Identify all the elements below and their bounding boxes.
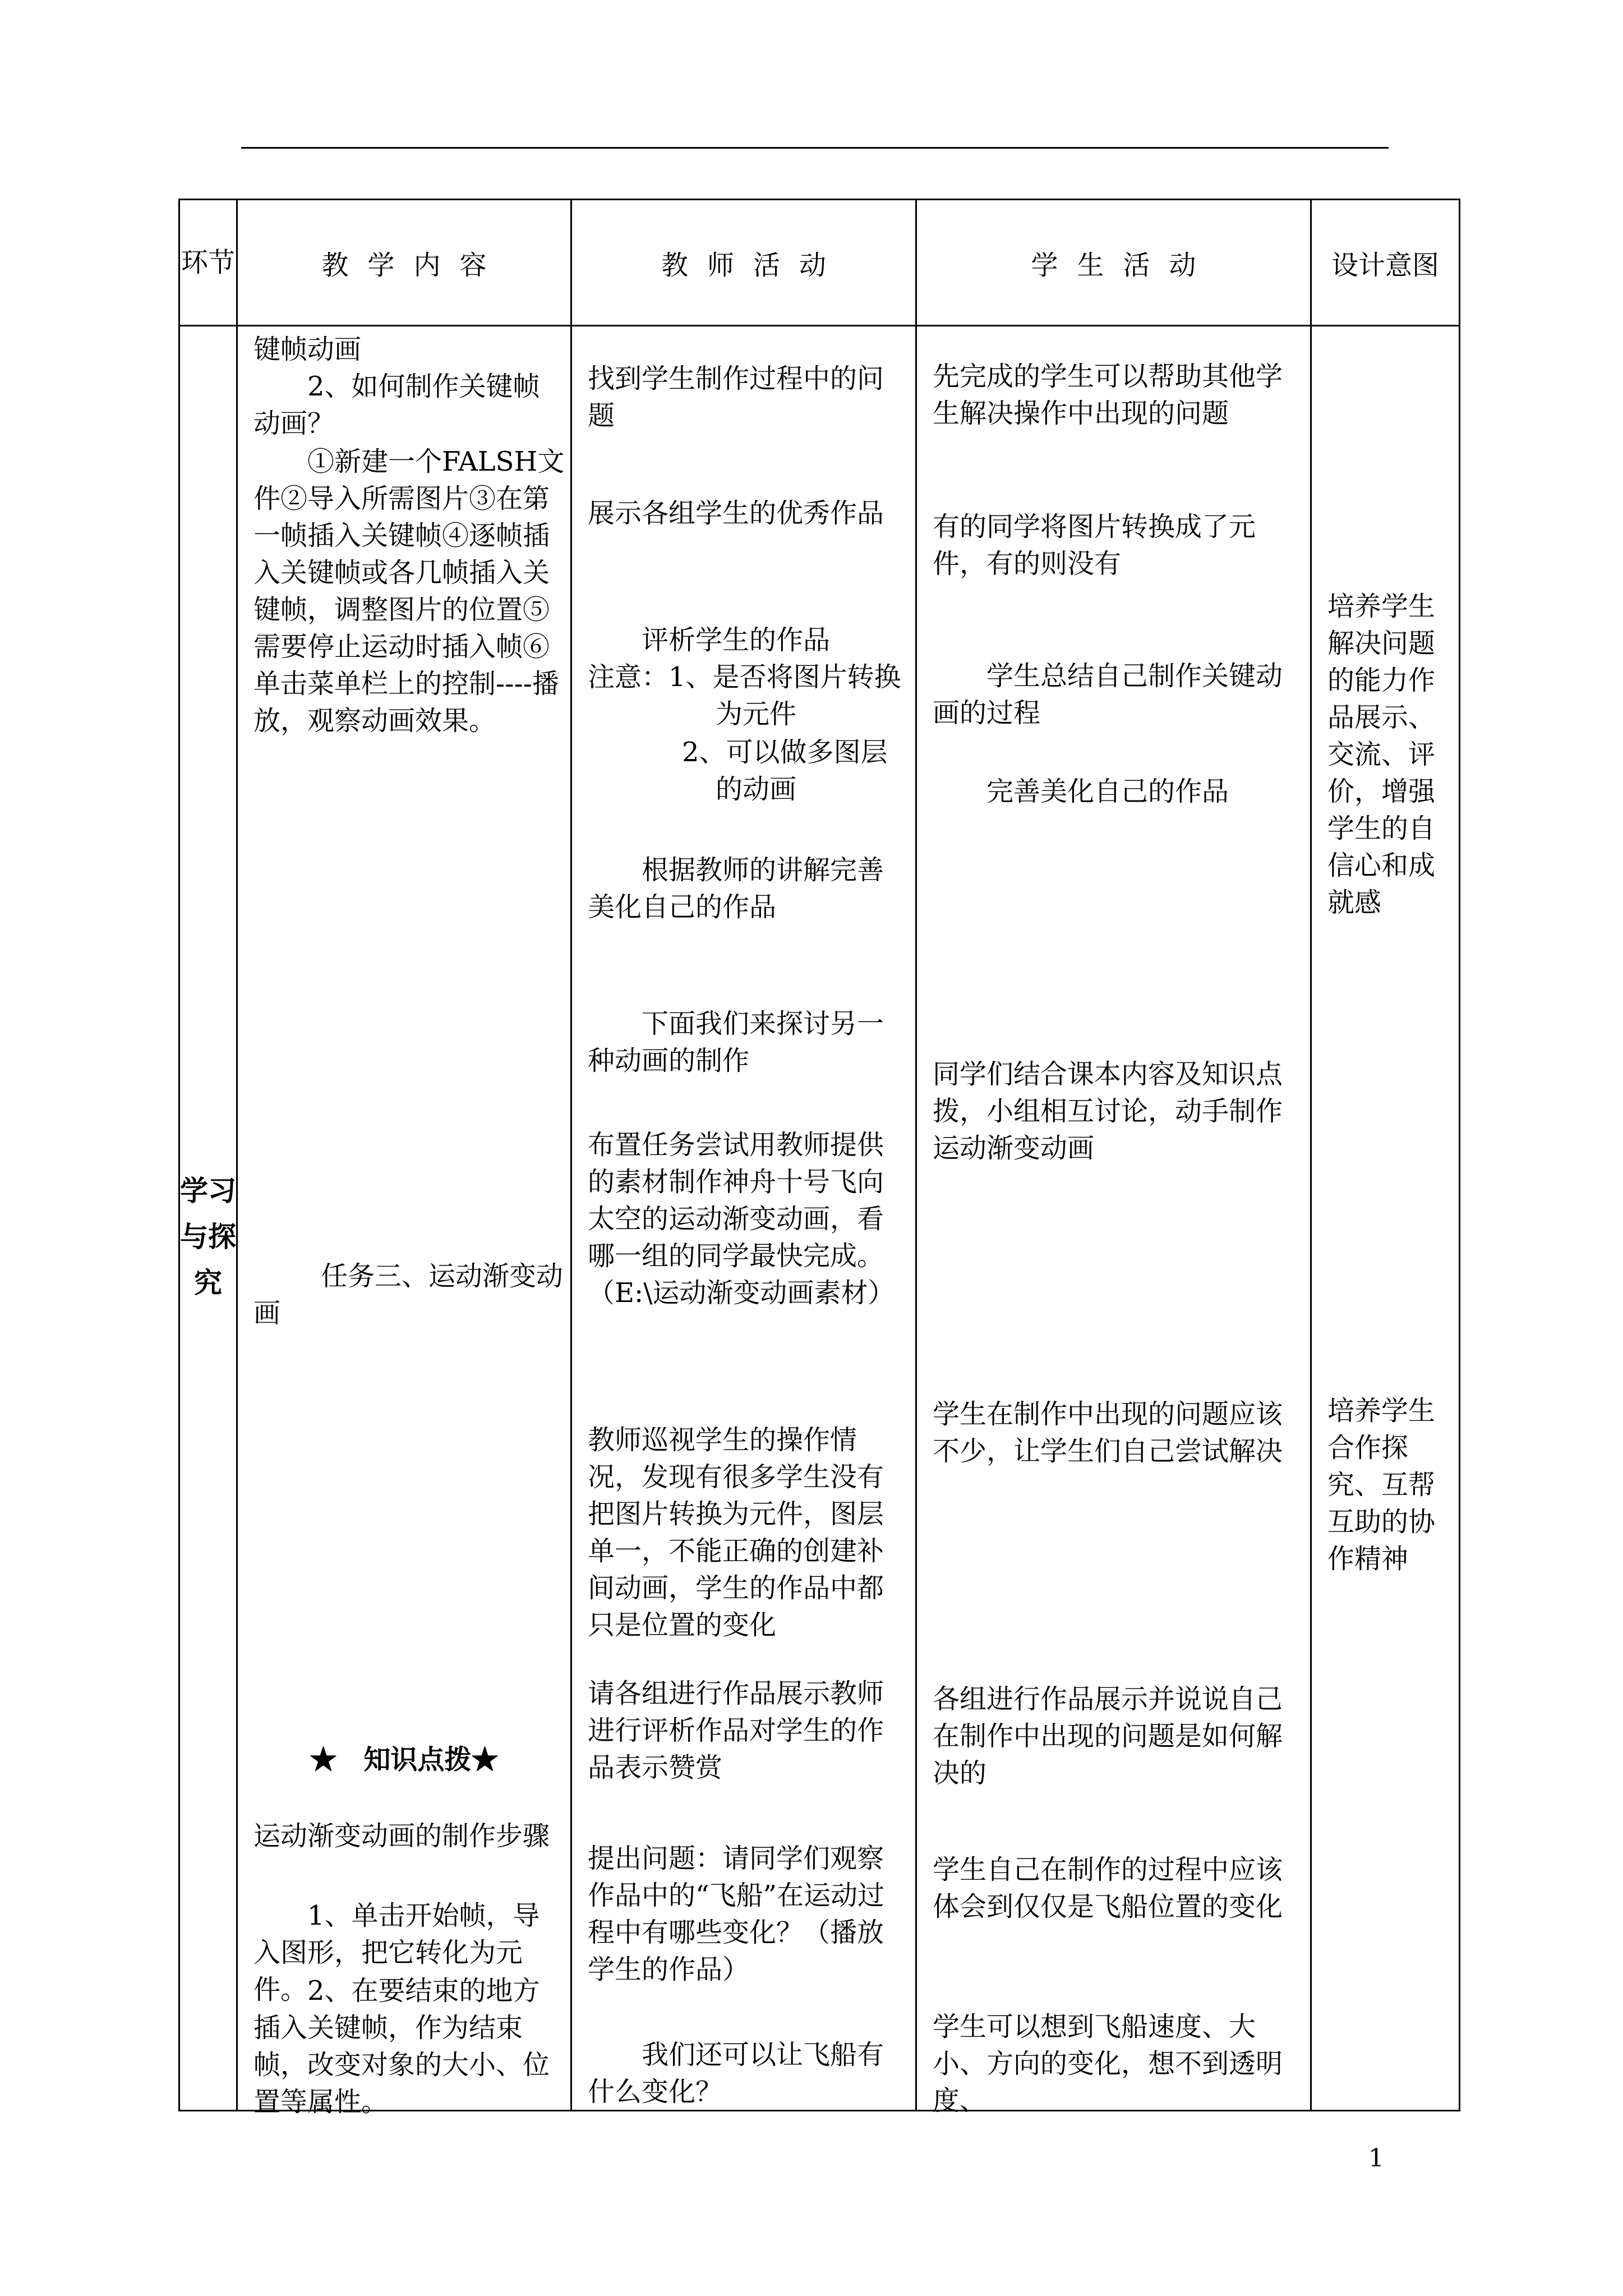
- content-text: 任务三、运动渐变动画: [253, 1260, 564, 1329]
- header-teacher-activity: 教师活动: [571, 200, 916, 326]
- content-cell: [237, 326, 571, 2118]
- design-text: 培养学生合作探究、互帮互助的协作精神: [1327, 1395, 1436, 1575]
- table-header-row: [179, 200, 1460, 326]
- teacher-text: 评析学生的作品: [642, 624, 831, 656]
- teacher-text: 找到学生制作过程中的问题: [588, 363, 884, 431]
- header-content: 教学内容: [237, 200, 571, 326]
- stage-label: 学习与探究: [180, 1174, 236, 1299]
- content-text: 键帧动画: [253, 334, 362, 365]
- teacher-text: 下面我们来探讨另一种动画的制作: [588, 1008, 884, 1076]
- student-text: 各组进行作品展示并说说自己在制作中出现的问题是如何解决的: [933, 1683, 1283, 1789]
- page-number: 1: [1368, 2144, 1384, 2173]
- lesson-plan-table: [178, 199, 1460, 2118]
- content-text: 2、在要结束的地方插入关键帧，作为结束帧，改变对象的大小、位置等属性。: [253, 1975, 550, 2118]
- student-text: 有的同学将图片转换成了元件，有的则没有: [933, 511, 1256, 579]
- content-text: 运动渐变动画的制作步骤: [253, 1820, 550, 1852]
- teacher-text: 请各组进行作品展示教师进行评析作品对学生的作品表示赞赏: [588, 1678, 884, 1783]
- teacher-text: 2、可以做多图层的动画: [682, 737, 888, 805]
- student-text: 学生在制作中出现的问题应该不少，让学生们自己尝试解决: [933, 1398, 1283, 1467]
- knowledge-tip-title: ★ 知识点拨★: [310, 1744, 499, 1775]
- teacher-text: 根据教师的讲解完善美化自己的作品: [588, 854, 884, 923]
- header-stage: 环节: [179, 200, 237, 326]
- content-text: 1、单击开始帧，导入图形，把它转化为元件。: [253, 1900, 540, 2005]
- design-text: 培养学生解决问题的能力作品展示、交流、评价，增强学生的自信心和成就感: [1327, 591, 1436, 918]
- table-row: [179, 326, 1460, 2111]
- teacher-text: 提出问题：请同学们观察作品中的“飞船”在运动过程中有哪些变化？（播放学生的作品）: [588, 1843, 885, 1985]
- header-design-intent: 设计意图: [1311, 200, 1460, 326]
- student-text: 同学们结合课本内容及知识点拨，小组相互讨论，动手制作运动渐变动画: [933, 1059, 1283, 1164]
- student-activity-cell: [916, 326, 1311, 2116]
- content-text: ①新建一个FALSH文件②导入所需图片③在第一帧插入关键帧④逐帧插入关键帧或各几帧插入关键帧，调整图片的位置⑤需要停止运动时插入帧⑥单击菜单栏上的控制----播放，观察动画效果。: [253, 446, 565, 737]
- student-text: 先完成的学生可以帮助其他学生解决操作中出现的问题: [933, 361, 1283, 429]
- teacher-text: 教师巡视学生的操作情况，发现有很多学生没有把图片转换为元件，图层单一，不能正确的创建补间动画，学生的作品中都只是位置的变化: [588, 1424, 884, 1641]
- student-text: 学生可以想到飞船速度、大小、方向的变化，想不到透明度、: [933, 2011, 1283, 2116]
- content-text: 2、如何制作关键帧动画？: [253, 371, 540, 439]
- teacher-text: 布置任务尝试用教师提供的素材制作神舟十号飞向太空的运动渐变动画，看哪一组的同学最快完成。（E:\运动渐变动画素材）: [588, 1129, 895, 1309]
- student-text: 学生自己在制作的过程中应该体会到仅仅是飞船位置的变化: [933, 1854, 1283, 1922]
- header-rule: [241, 147, 1389, 149]
- design-intent-cell: [1311, 326, 1460, 2111]
- student-text: 学生总结自己制作关键动画的过程: [933, 660, 1283, 729]
- teacher-text: 展示各组学生的优秀作品: [588, 498, 884, 529]
- header-student-activity: 学生活动: [916, 200, 1311, 326]
- stage-cell: [179, 326, 237, 2111]
- teacher-activity-cell: [571, 326, 916, 2111]
- teacher-text: 注意：1、是否将图片转换为元件: [588, 661, 901, 730]
- student-text: 完善美化自己的作品: [986, 776, 1229, 807]
- teacher-text: 我们还可以让飞船有什么变化？: [588, 2039, 884, 2108]
